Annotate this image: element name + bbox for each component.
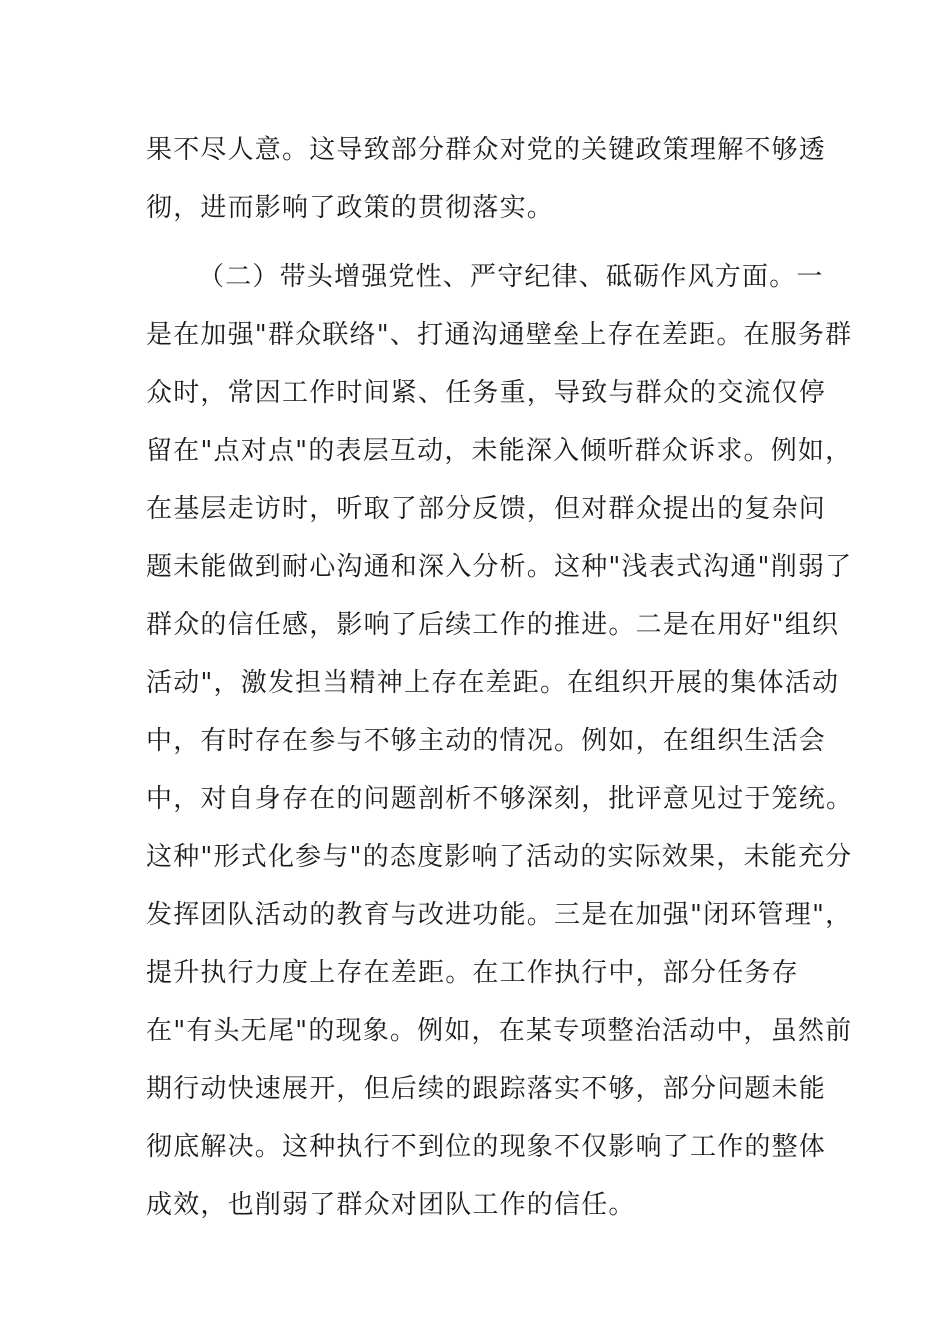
text-line: 活动"，激发担当精神上存在差距。在组织开展的集体活动 [146,668,840,698]
text-line: 在基层走访时，听取了部分反馈，但对群众提出的复杂问 [146,494,827,524]
text-line: 中，对自身存在的问题剖析不够深刻，批评意见过于笼统。 [146,784,854,814]
text-line: 众时，常因工作时间紧、任务重，导致与群众的交流仅停 [146,378,827,408]
text-line: 是在加强"群众联络"、打通沟通壁垒上存在差距。在服务群 [146,320,853,350]
text-line: 题未能做到耐心沟通和深入分析。这种"浅表式沟通"削弱了 [146,552,853,582]
text-line: 留在"点对点"的表层互动，未能深入倾听群众诉求。例如， [146,436,853,466]
text-line: 提升执行力度上存在差距。在工作执行中，部分任务存 [146,958,799,988]
text-line: 中，有时存在参与不够主动的情况。例如，在组织生活会 [146,726,827,756]
text-line: 彻底解决。这种执行不到位的现象不仅影响了工作的整体 [146,1132,827,1162]
text-line: 发挥团队活动的教育与改进功能。三是在加强"闭环管理"， [146,900,853,930]
text-line: 群众的信任感，影响了后续工作的推进。二是在用好"组织 [146,610,840,640]
text-line: 成效，也削弱了群众对团队工作的信任。 [146,1190,636,1220]
text-line: 这种"形式化参与"的态度影响了活动的实际效果，未能充分 [146,842,853,872]
text-line: 彻，进而影响了政策的贯彻落实。 [146,193,555,223]
text-line: 果不尽人意。这导致部分群众对党的关键政策理解不够透 [146,135,827,165]
section-heading-line: （二）带头增强党性、严守纪律、砥砺作风方面。一 [198,262,824,292]
text-line: 在"有头无尾"的现象。例如，在某专项整治活动中，虽然前 [146,1016,853,1046]
text-line: 期行动快速展开，但后续的跟踪落实不够，部分问题未能 [146,1074,827,1104]
